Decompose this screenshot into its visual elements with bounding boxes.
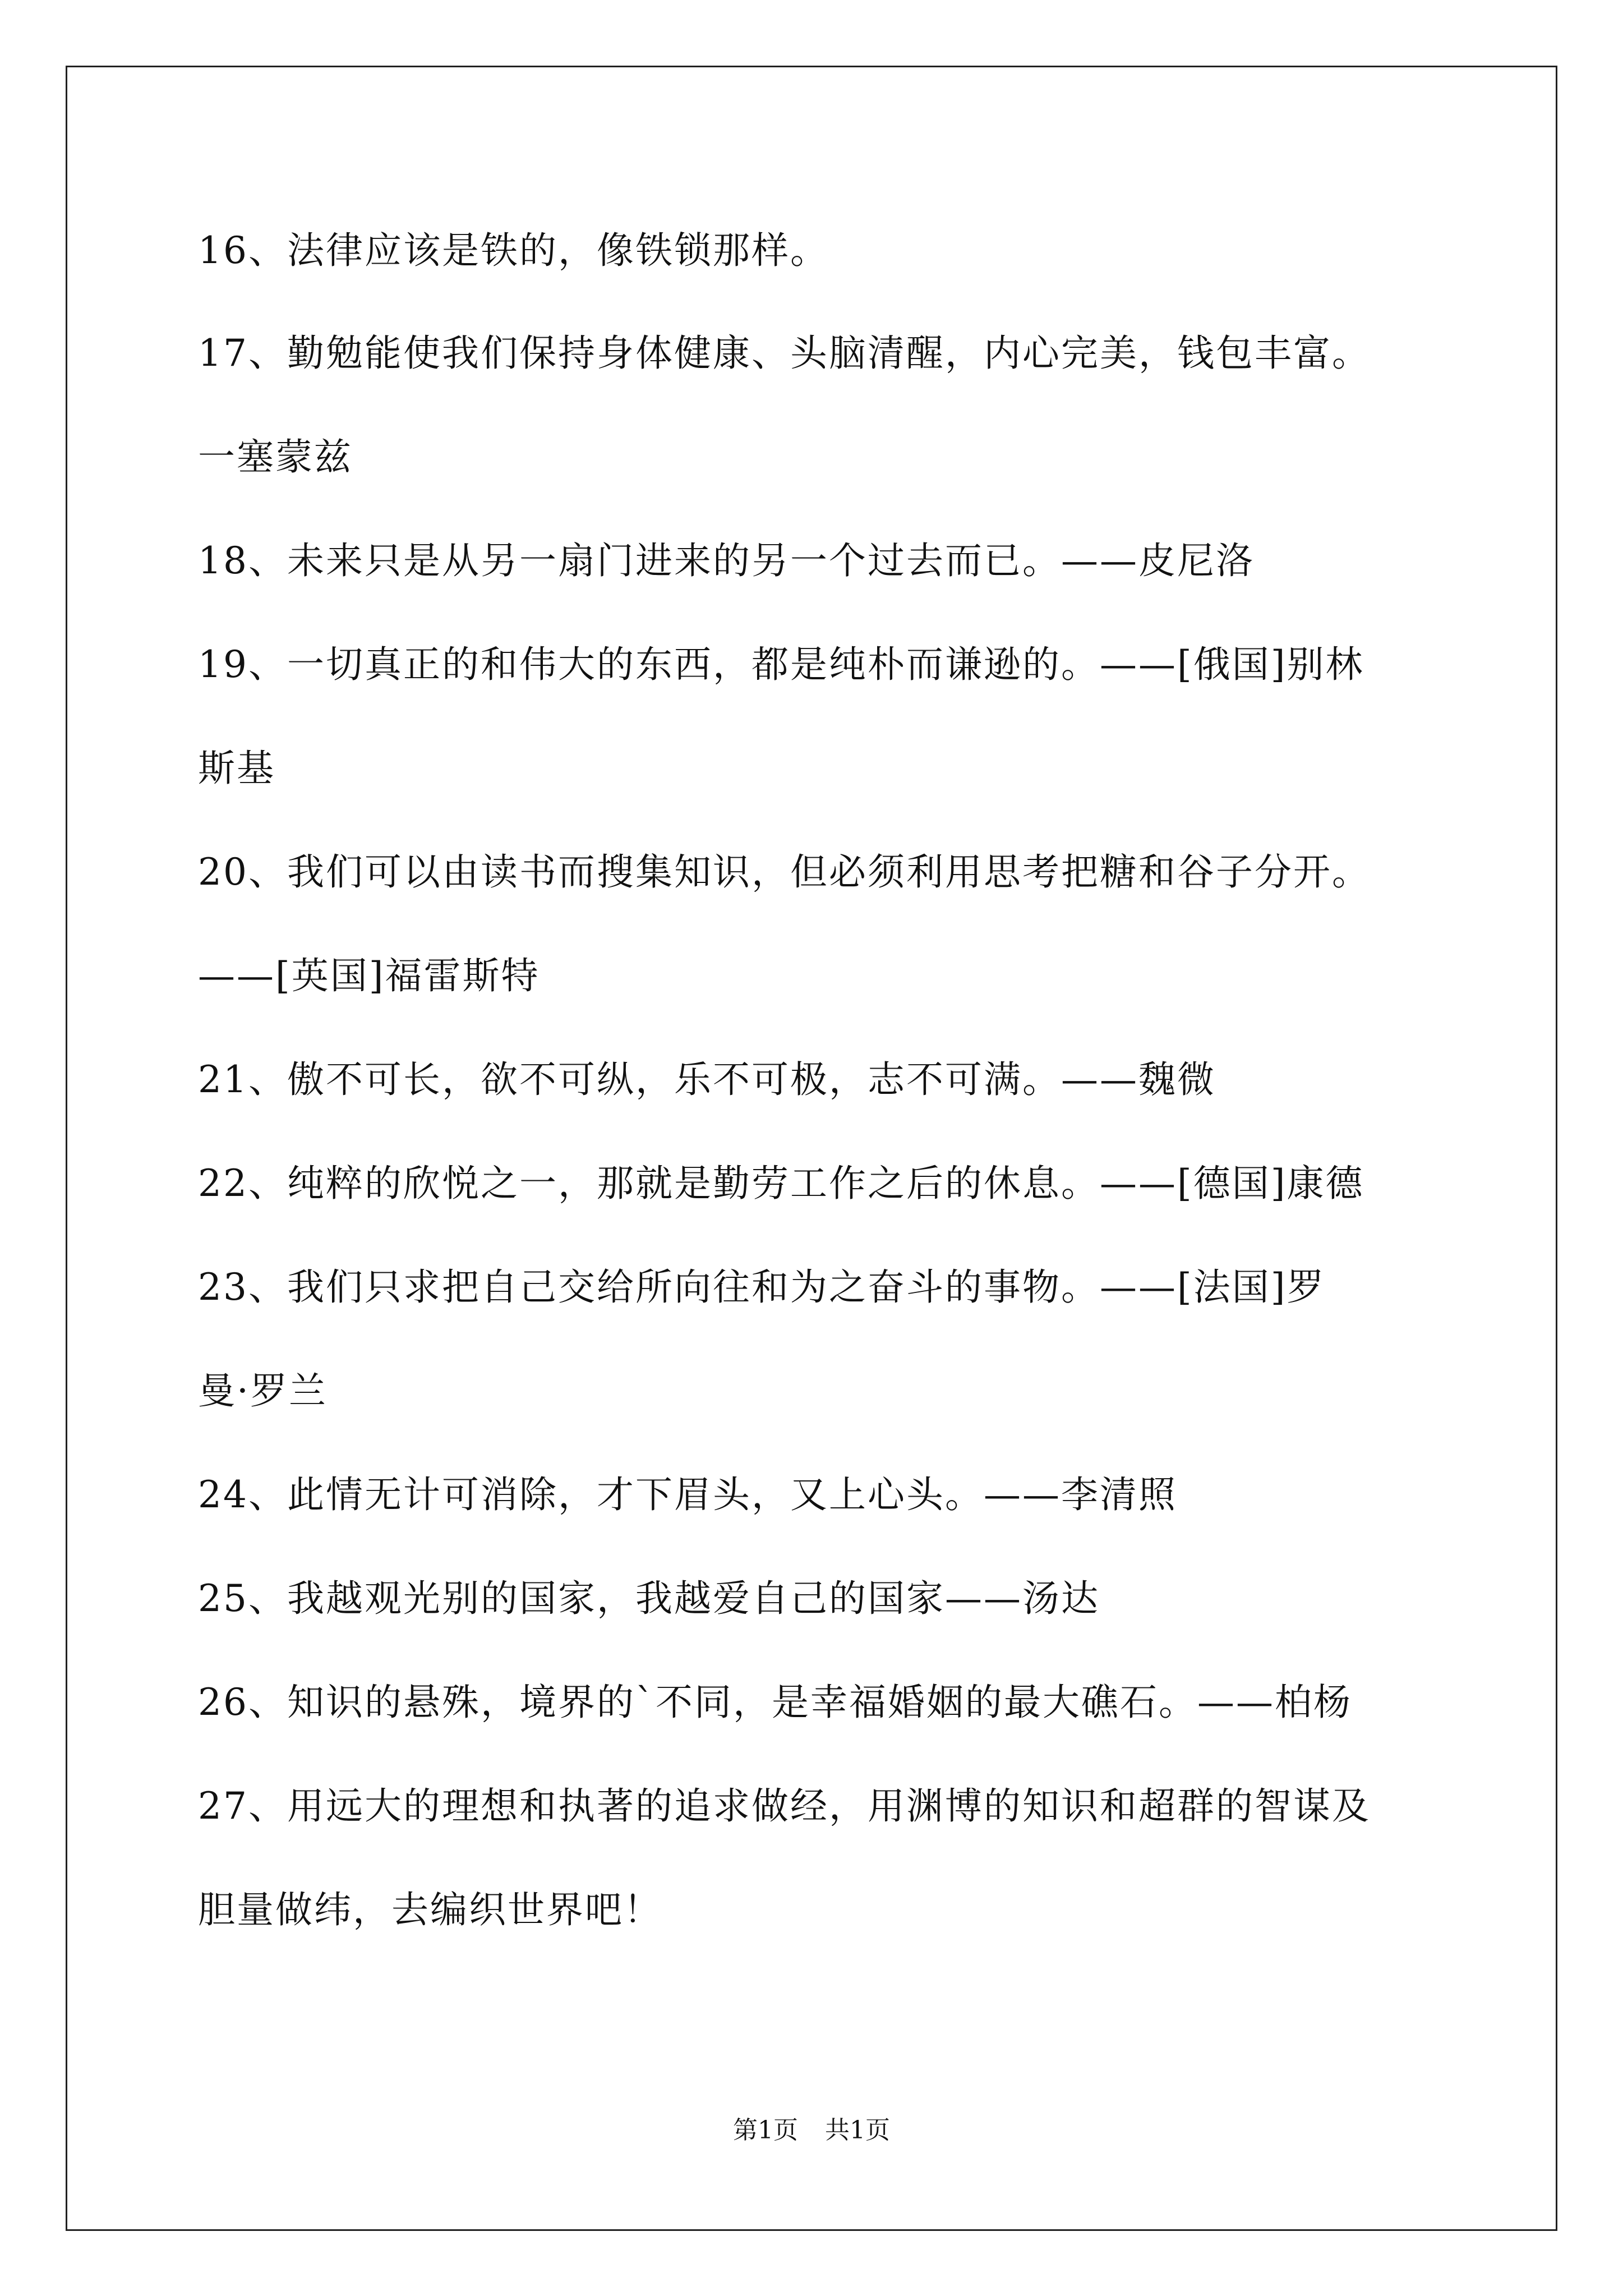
quote-24: 24、此情无计可消除，才下眉头，又上心头。——李清照: [198, 1473, 1177, 1516]
quote-27-cont: 胆量做纬，去编织世界吧！: [198, 1888, 662, 1931]
quote-17: 17、勤勉能使我们保持身体健康、头脑清醒，内心完美，钱包丰富。: [198, 332, 1371, 375]
page-footer: [0, 2115, 1623, 2146]
quote-23: 23、我们只求把自己交给所向往和为之奋斗的事物。——[法国]罗: [198, 1266, 1326, 1309]
quote-23-cont: 曼·罗兰: [198, 1369, 328, 1412]
quote-22: 22、纯粹的欣悦之一，那就是勤劳工作之后的休息。——[德国]康德: [198, 1162, 1364, 1205]
page-number-current: 第1页: [733, 2116, 798, 2145]
quote-17-author: 一塞蒙兹: [198, 435, 353, 478]
quote-20: 20、我们可以由读书而搜集知识，但必须利用思考把糖和谷子分开。: [198, 850, 1371, 894]
quote-26: 26、知识的悬殊，境界的`不同，是幸福婚姻的最大礁石。——柏杨: [198, 1681, 1352, 1724]
quote-18: 18、未来只是从另一扇门进来的另一个过去而已。——皮尼洛: [198, 539, 1255, 582]
quote-16: 16、法律应该是铁的，像铁锁那样。: [198, 229, 829, 272]
quote-21: 21、傲不可长，欲不可纵，乐不可极，志不可满。——魏微: [198, 1058, 1216, 1101]
quote-25: 25、我越观光别的国家，我越爱自己的国家——汤达: [198, 1577, 1100, 1620]
quote-19-cont: 斯基: [198, 747, 275, 790]
quote-19: 19、一切真正的和伟大的东西，都是纯朴而谦逊的。——[俄国]别林: [198, 643, 1364, 686]
quote-20-author: ——[英国]福雷斯特: [198, 954, 540, 997]
quote-27: 27、用远大的理想和执著的追求做经，用渊博的知识和超群的智谋及: [198, 1784, 1371, 1828]
page-number-total: 共1页: [825, 2116, 890, 2145]
